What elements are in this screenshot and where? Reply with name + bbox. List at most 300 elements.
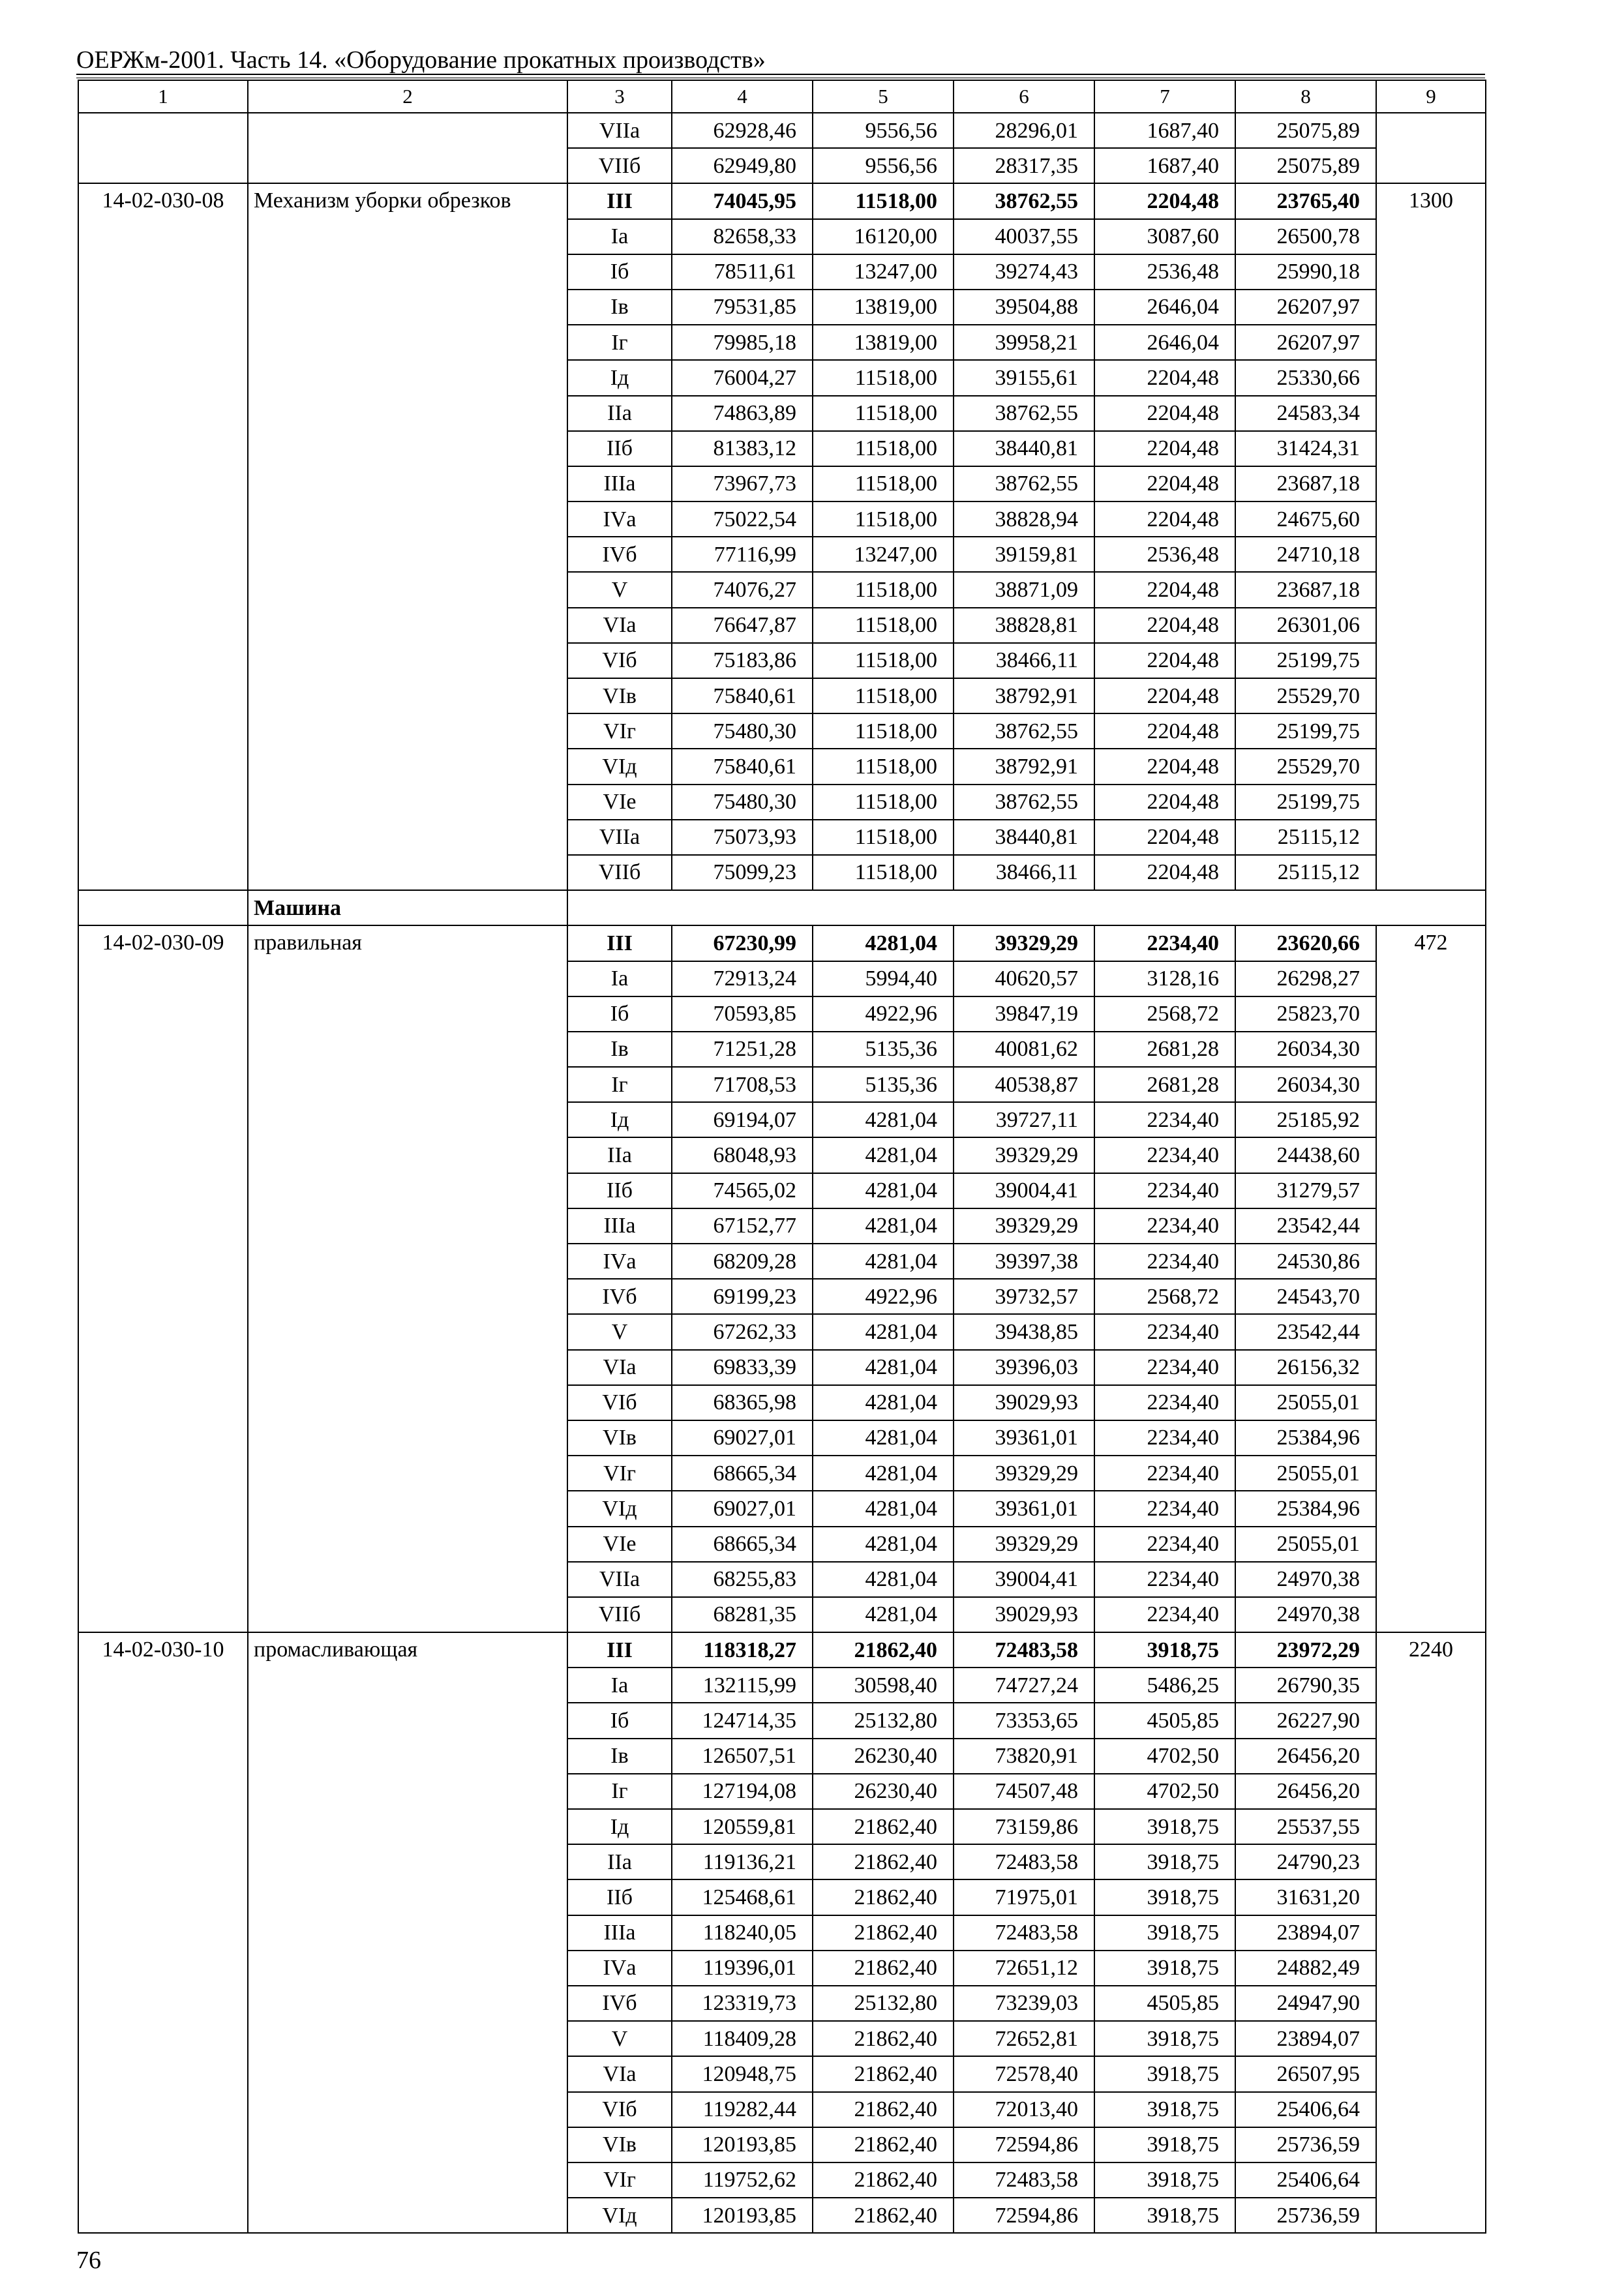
value-cell: 23542,44 [1235,1208,1376,1244]
value-cell: 3918,75 [1094,2092,1235,2127]
value-cell: 120559,81 [672,1809,813,1844]
value-cell: 75480,30 [672,785,813,820]
value-cell: 25529,70 [1235,749,1376,784]
value-cell: 5135,36 [813,1032,954,1067]
value-cell: 24970,38 [1235,1562,1376,1597]
zone-class: VIе [567,785,672,820]
value-cell: 71975,01 [954,1879,1094,1915]
item-name: промасливающая [248,1632,567,2233]
value-cell: 38762,55 [954,396,1094,431]
value-cell: 3918,75 [1094,2056,1235,2091]
value-cell: 2234,40 [1094,1562,1235,1597]
value-cell: 39396,03 [954,1350,1094,1385]
zone-class: VIб [567,2092,672,2127]
value-cell: 74727,24 [954,1668,1094,1703]
value-cell: 11518,00 [813,396,954,431]
value-cell: 4281,04 [813,1137,954,1173]
value-cell: 4281,04 [813,1420,954,1456]
zone-class: IVб [567,537,672,572]
value-cell: 21862,40 [813,2198,954,2233]
value-cell: 2568,72 [1094,1279,1235,1314]
value-cell: 4505,85 [1094,1986,1235,2021]
value-cell: 26507,95 [1235,2056,1376,2091]
item-code: 14-02-030-09 [78,925,248,1632]
value-cell: 67152,77 [672,1208,813,1244]
zone-class: IVа [567,1951,672,1986]
zone-class: IIа [567,396,672,431]
value-cell: 2204,48 [1094,678,1235,713]
value-cell: 4922,96 [813,1279,954,1314]
value-cell: 31279,57 [1235,1173,1376,1208]
value-cell: 4281,04 [813,1527,954,1562]
value-cell: 40538,87 [954,1067,1094,1102]
value-cell: 38828,81 [954,608,1094,643]
zone-class: VIв [567,2127,672,2162]
value-cell: 30598,40 [813,1668,954,1703]
value-cell: 5994,40 [813,961,954,996]
value-cell: 3918,75 [1094,1879,1235,1915]
value-cell: 23972,29 [1235,1632,1376,1668]
value-cell: 2646,04 [1094,290,1235,325]
column-header: 5 [813,80,954,113]
value-cell: 38762,55 [954,713,1094,749]
zone-class: Iа [567,961,672,996]
value-cell: 39361,01 [954,1491,1094,1526]
value-cell: 4281,04 [813,1597,954,1632]
value-cell: 3918,75 [1094,2021,1235,2056]
zone-class: IIIа [567,466,672,501]
value-cell: 23894,07 [1235,1915,1376,1951]
value-cell: 39329,29 [954,1456,1094,1491]
zone-class: IIIа [567,1915,672,1951]
zone-class: VIд [567,2198,672,2233]
value-cell: 13819,00 [813,290,954,325]
value-cell: 21862,40 [813,2056,954,2091]
zone-class: VIIа [567,820,672,855]
header-rule [76,74,1485,75]
value-cell: 74045,95 [672,183,813,218]
zone-class: Iб [567,1703,672,1738]
value-cell: 1687,40 [1094,148,1235,183]
value-cell: 21862,40 [813,1844,954,1879]
value-cell: 39361,01 [954,1420,1094,1456]
value-cell: 4281,04 [813,925,954,961]
value-cell: 71251,28 [672,1032,813,1067]
value-cell: 21862,40 [813,2127,954,2162]
zone-class: III [567,183,672,218]
value-cell: 3918,75 [1094,1915,1235,1951]
value-cell: 2234,40 [1094,1420,1235,1456]
value-cell: 2681,28 [1094,1067,1235,1102]
zone-class: Iв [567,1032,672,1067]
value-cell: 72483,58 [954,1844,1094,1879]
zone-class: VIг [567,1456,672,1491]
value-cell: 11518,00 [813,466,954,501]
value-cell: 69027,01 [672,1420,813,1456]
value-cell: 16120,00 [813,219,954,254]
column-header: 7 [1094,80,1235,113]
value-cell: 78511,61 [672,254,813,290]
value-cell: 26500,78 [1235,219,1376,254]
value-cell: 4281,04 [813,1350,954,1385]
value-cell: 24543,70 [1235,1279,1376,1314]
value-cell: 26456,20 [1235,1739,1376,1774]
value-cell: 2234,40 [1094,1491,1235,1526]
zone-class: Iг [567,325,672,360]
value-cell: 4281,04 [813,1244,954,1279]
value-cell: 38440,81 [954,431,1094,466]
value-cell: 79531,85 [672,290,813,325]
value-cell: 38871,09 [954,572,1094,607]
value-cell: 69833,39 [672,1350,813,1385]
zone-class: VIа [567,2056,672,2091]
value-cell: 26207,97 [1235,290,1376,325]
value-cell: 2204,48 [1094,572,1235,607]
item-code: 14-02-030-08 [78,183,248,890]
value-cell: 25132,80 [813,1703,954,1738]
column-header: 3 [567,80,672,113]
value-cell: 62949,80 [672,148,813,183]
value-cell: 39504,88 [954,290,1094,325]
value-cell: 73820,91 [954,1739,1094,1774]
value-cell: 25823,70 [1235,996,1376,1032]
value-cell: 26227,90 [1235,1703,1376,1738]
value-cell: 25199,75 [1235,785,1376,820]
value-cell: 123319,73 [672,1986,813,2021]
zone-class: VIа [567,1350,672,1385]
value-cell: 25384,96 [1235,1420,1376,1456]
value-cell: 13819,00 [813,325,954,360]
value-cell: 39004,41 [954,1173,1094,1208]
value-cell: 23894,07 [1235,2021,1376,2056]
value-cell: 25199,75 [1235,713,1376,749]
value-cell: 25185,92 [1235,1102,1376,1137]
value-cell: 39029,93 [954,1597,1094,1632]
value-cell: 76004,27 [672,360,813,395]
value-cell: 25055,01 [1235,1527,1376,1562]
value-cell: 38828,94 [954,501,1094,537]
value-cell: 4702,50 [1094,1739,1235,1774]
value-cell: 26034,30 [1235,1032,1376,1067]
zone-class: VIIа [567,1562,672,1597]
zone-class: IVа [567,1244,672,1279]
value-cell: 72651,12 [954,1951,1094,1986]
value-cell: 2204,48 [1094,749,1235,784]
value-cell: 28317,35 [954,148,1094,183]
value-cell: 119282,44 [672,2092,813,2127]
value-cell: 25736,59 [1235,2198,1376,2233]
value-cell: 72913,24 [672,961,813,996]
value-cell: 2204,48 [1094,360,1235,395]
value-cell: 72483,58 [954,2162,1094,2198]
column-header: 9 [1376,80,1486,113]
column-header: 1 [78,80,248,113]
zone-class: VIIб [567,855,672,890]
value-cell: 81383,12 [672,431,813,466]
value-cell: 13247,00 [813,537,954,572]
column-header: 2 [248,80,567,113]
value-cell: 70593,85 [672,996,813,1032]
section-empty-cell [567,890,1486,925]
value-cell: 4281,04 [813,1173,954,1208]
value-cell: 24438,60 [1235,1137,1376,1173]
value-cell: 25115,12 [1235,820,1376,855]
value-cell: 25075,89 [1235,113,1376,148]
value-cell: 40037,55 [954,219,1094,254]
value-cell: 72578,40 [954,2056,1094,2091]
value-cell: 120193,85 [672,2127,813,2162]
zone-class: VIа [567,608,672,643]
value-cell: 68281,35 [672,1597,813,1632]
value-cell: 2204,48 [1094,713,1235,749]
value-cell: 4281,04 [813,1208,954,1244]
zone-class: VIд [567,749,672,784]
value-cell: 26298,27 [1235,961,1376,996]
value-cell: 73967,73 [672,466,813,501]
value-cell: 75183,86 [672,643,813,678]
value-cell: 3918,75 [1094,2127,1235,2162]
zone-class: Iд [567,360,672,395]
value-cell: 3918,75 [1094,1844,1235,1879]
value-cell: 38466,11 [954,855,1094,890]
value-cell: 26230,40 [813,1739,954,1774]
value-cell: 25384,96 [1235,1491,1376,1526]
value-cell: 39329,29 [954,1208,1094,1244]
section-row [78,890,1486,925]
value-cell: 24675,60 [1235,501,1376,537]
value-cell: 40620,57 [954,961,1094,996]
value-cell: 24790,23 [1235,1844,1376,1879]
value-cell: 2204,48 [1094,608,1235,643]
value-cell: 79985,18 [672,325,813,360]
value-cell: 68665,34 [672,1527,813,1562]
value-cell: 2234,40 [1094,1527,1235,1562]
value-cell: 3918,75 [1094,1632,1235,1668]
value-cell: 11518,00 [813,820,954,855]
value-cell: 2234,40 [1094,1314,1235,1349]
value-cell: 73239,03 [954,1986,1094,2021]
value-cell: 21862,40 [813,1951,954,1986]
value-cell: 72652,81 [954,2021,1094,2056]
value-cell: 2204,48 [1094,855,1235,890]
zone-class: V [567,572,672,607]
page-header-title: ОЕРЖм-2001. Часть 14. «Оборудование прокатных производств» [76,46,766,74]
table-row [78,925,1486,961]
value-cell: 2204,48 [1094,183,1235,218]
value-cell: 75480,30 [672,713,813,749]
value-cell: 31424,31 [1235,431,1376,466]
section-empty-cell [78,890,248,925]
value-cell: 11518,00 [813,183,954,218]
value-cell: 23620,66 [1235,925,1376,961]
value-cell: 74565,02 [672,1173,813,1208]
value-cell: 2234,40 [1094,1173,1235,1208]
value-cell: 11518,00 [813,431,954,466]
zone-class: Iв [567,290,672,325]
value-cell: 2234,40 [1094,925,1235,961]
value-cell: 26207,97 [1235,325,1376,360]
value-cell: 21862,40 [813,2162,954,2198]
value-cell: 118240,05 [672,1915,813,1951]
value-cell: 125468,61 [672,1879,813,1915]
value-cell: 124714,35 [672,1703,813,1738]
value-cell: 4281,04 [813,1562,954,1597]
value-cell: 2204,48 [1094,785,1235,820]
section-title: Машина [248,890,567,925]
value-cell: 2234,40 [1094,1244,1235,1279]
value-cell: 21862,40 [813,2021,954,2056]
value-cell: 11518,00 [813,678,954,713]
value-cell: 126507,51 [672,1739,813,1774]
value-cell: 26034,30 [1235,1067,1376,1102]
column-numbers-row [78,80,1486,113]
zone-class: VIе [567,1527,672,1562]
table-row [78,113,1486,148]
zone-class: Iг [567,1774,672,1809]
zone-class: IIб [567,1879,672,1915]
value-cell: 39274,43 [954,254,1094,290]
value-cell: 2568,72 [1094,996,1235,1032]
zone-class: IIб [567,1173,672,1208]
table-body [78,113,1486,2233]
zone-class: IIа [567,1844,672,1879]
value-cell: 75840,61 [672,749,813,784]
value-cell: 2204,48 [1094,466,1235,501]
value-cell: 72483,58 [954,1632,1094,1668]
value-cell: 11518,00 [813,749,954,784]
value-cell: 26790,35 [1235,1668,1376,1703]
value-cell: 11518,00 [813,360,954,395]
value-cell: 2204,48 [1094,431,1235,466]
value-cell: 25132,80 [813,1986,954,2021]
value-cell: 38792,91 [954,749,1094,784]
value-cell: 75099,23 [672,855,813,890]
value-cell: 4281,04 [813,1102,954,1137]
value-cell: 3918,75 [1094,1951,1235,1986]
value-cell: 11518,00 [813,608,954,643]
zone-class: Iд [567,1102,672,1137]
value-cell: 26156,32 [1235,1350,1376,1385]
value-cell: 132115,99 [672,1668,813,1703]
value-cell: 39155,61 [954,360,1094,395]
value-cell: 39732,57 [954,1279,1094,1314]
zone-class: III [567,1632,672,1668]
value-cell: 3128,16 [1094,961,1235,996]
value-cell: 2234,40 [1094,1208,1235,1244]
value-cell: 25736,59 [1235,2127,1376,2162]
value-cell: 25075,89 [1235,148,1376,183]
value-cell: 119752,62 [672,2162,813,2198]
value-cell: 39329,29 [954,1137,1094,1173]
item-code: 14-02-030-10 [78,1632,248,2233]
zone-class: IIа [567,1137,672,1173]
value-cell: 11518,00 [813,713,954,749]
value-cell: 2234,40 [1094,1350,1235,1385]
value-cell: 67230,99 [672,925,813,961]
value-cell: 28296,01 [954,113,1094,148]
value-cell: 23542,44 [1235,1314,1376,1349]
value-cell: 2536,48 [1094,254,1235,290]
value-cell: 21862,40 [813,1632,954,1668]
value-cell: 2234,40 [1094,1456,1235,1491]
value-cell: 38762,55 [954,785,1094,820]
zone-class: VIг [567,2162,672,2198]
value-cell: 4505,85 [1094,1703,1235,1738]
zone-class: VIб [567,1385,672,1420]
zone-class: IVа [567,501,672,537]
value-cell: 119136,21 [672,1844,813,1879]
value-cell: 26456,20 [1235,1774,1376,1809]
value-cell: 9556,56 [813,148,954,183]
rates-table [78,80,1486,2234]
value-cell: 4702,50 [1094,1774,1235,1809]
value-cell: 118409,28 [672,2021,813,2056]
zone-class: Iа [567,219,672,254]
zone-class: Iб [567,254,672,290]
item-weight: 472 [1376,925,1486,1632]
value-cell: 25537,55 [1235,1809,1376,1844]
zone-class: VIIа [567,113,672,148]
table-row [78,1632,1486,1668]
value-cell: 23687,18 [1235,466,1376,501]
value-cell: 1687,40 [1094,113,1235,148]
value-cell: 119396,01 [672,1951,813,1986]
value-cell: 2681,28 [1094,1032,1235,1067]
value-cell: 39438,85 [954,1314,1094,1349]
value-cell: 24710,18 [1235,537,1376,572]
value-cell: 39159,81 [954,537,1094,572]
value-cell: 62928,46 [672,113,813,148]
value-cell: 39029,93 [954,1385,1094,1420]
value-cell: 21862,40 [813,1879,954,1915]
value-cell: 39847,19 [954,996,1094,1032]
value-cell: 120948,75 [672,2056,813,2091]
value-cell: 9556,56 [813,113,954,148]
value-cell: 2234,40 [1094,1102,1235,1137]
value-cell: 3918,75 [1094,2162,1235,2198]
value-cell: 24947,90 [1235,1986,1376,2021]
zone-class: IIб [567,431,672,466]
value-cell: 25990,18 [1235,254,1376,290]
zone-class: IVб [567,1279,672,1314]
value-cell: 82658,33 [672,219,813,254]
value-cell: 25199,75 [1235,643,1376,678]
value-cell: 25055,01 [1235,1456,1376,1491]
item-name: Механизм уборки обрезков [248,183,567,890]
value-cell: 39958,21 [954,325,1094,360]
value-cell: 2234,40 [1094,1597,1235,1632]
value-cell: 72013,40 [954,2092,1094,2127]
value-cell: 38762,55 [954,183,1094,218]
value-cell: 38440,81 [954,820,1094,855]
table-row [78,183,1486,218]
zone-class: V [567,2021,672,2056]
zone-class: III [567,925,672,961]
value-cell: 2536,48 [1094,537,1235,572]
value-cell: 75840,61 [672,678,813,713]
value-cell: 69194,07 [672,1102,813,1137]
value-cell: 39004,41 [954,1562,1094,1597]
value-cell: 40081,62 [954,1032,1094,1067]
value-cell: 25115,12 [1235,855,1376,890]
value-cell: 68665,34 [672,1456,813,1491]
value-cell: 2204,48 [1094,396,1235,431]
zone-class: VIIб [567,148,672,183]
zone-class: Iб [567,996,672,1032]
value-cell: 73159,86 [954,1809,1094,1844]
value-cell: 120193,85 [672,2198,813,2233]
item-weight: 2240 [1376,1632,1486,2233]
